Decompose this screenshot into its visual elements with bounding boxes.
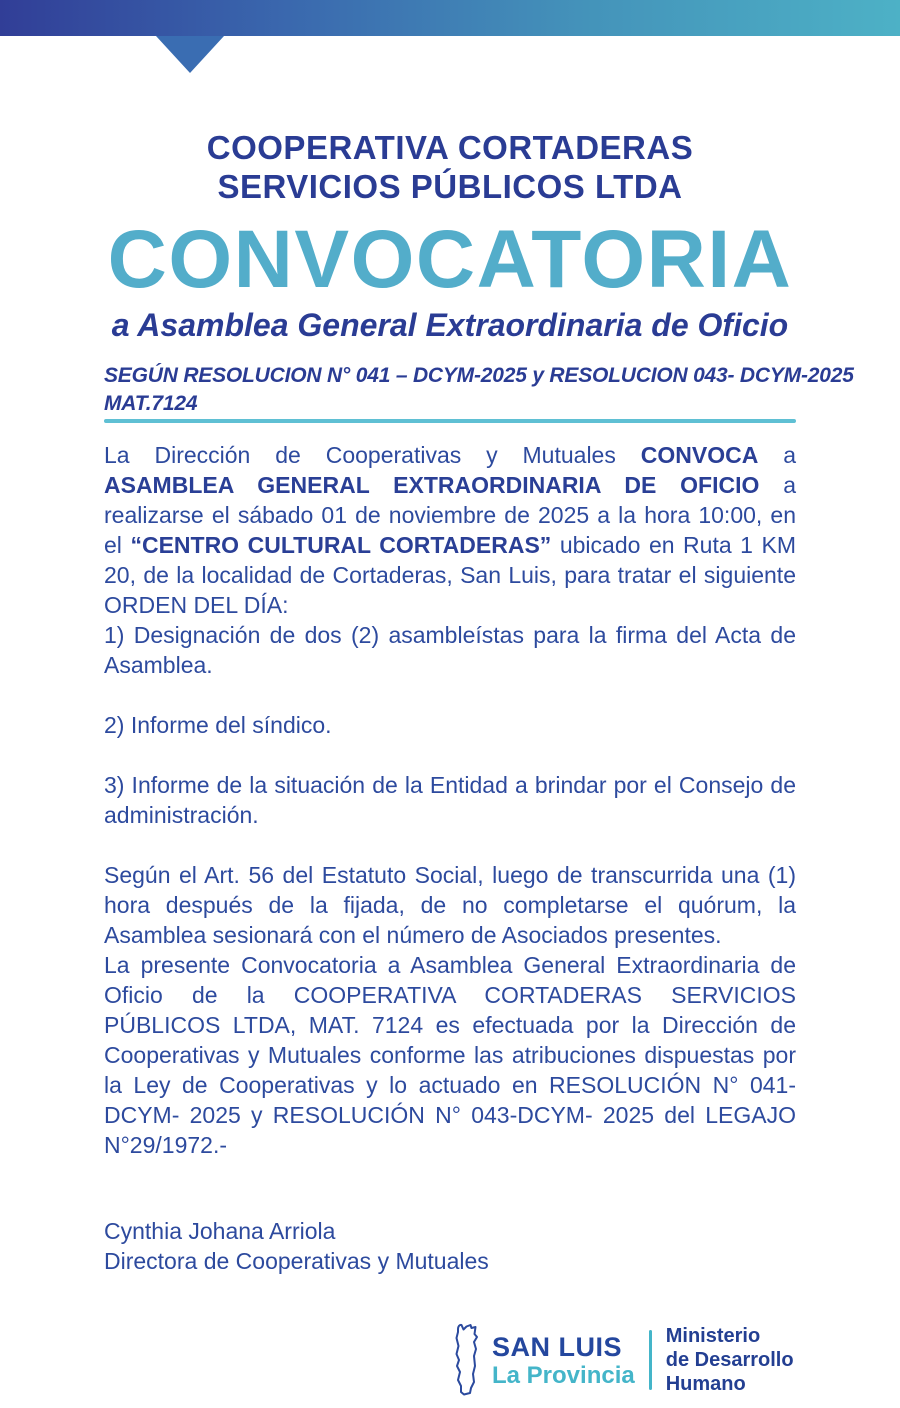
org-title [0,128,900,206]
quorum-paragraph: Según el Art. 56 del Estatuto Social, luego de transcurrida una (1) hora después de la fijada, de no completarse el quórum, la Asamblea sesionará con el número de Asociados presentes. [104,862,796,948]
ministry-wordmark [666,1324,794,1396]
ministry-line1: Ministerio [665,1325,761,1347]
agenda-item-3: 3) Informe de la situación de la Entidad a brindar por el Consejo de administración. [104,772,796,828]
ribbon-triangle-icon [156,36,224,73]
body-content [104,440,796,1276]
ministry-line3: Humano [665,1373,746,1395]
signature-block [104,1216,796,1276]
intro-paragraph: La Dirección de Cooperativas y Mutuales CONVOCA a ASAMBLEA GENERAL EXTRAORDINARIA DE OFICIO a realizarse el sábado 01 de noviembre de 2025 a la hora 10:00, en el “CENTRO CULTURAL CORTADERAS” ubicado en Ruta 1 KM 20, de la localidad de Cortaderas, San Luis, para tratar el siguiente ORDEN DEL DÍA: [104,442,797,618]
header-gradient-bar [0,0,900,36]
footer-logo-group [450,1322,794,1398]
province-tagline: La Provincia [492,1361,635,1389]
page-title: CONVOCATORIA [107,214,793,305]
page-subtitle: a Asamblea General Extraordinaria de Oficio [111,307,789,343]
org-title-line2: SERVICIOS PÚBLICOS LTDA [217,168,683,205]
signature-name: Cynthia Johana Arriola [104,1218,336,1244]
province-wordmark [492,1332,635,1389]
agenda-item-2: 2) Informe del síndico. [104,712,332,738]
agenda-item-1: 1) Designación de dos (2) asambleístas para la firma del Acta de Asamblea. [104,622,796,678]
org-title-line1: COOPERATIVA CORTADERAS [206,129,694,166]
closing-paragraph: La presente Convocatoria a Asamblea General Extraordinaria de Oficio de la COOPERATIVA CORTADERAS SERVICIOS PÚBLICOS LTDA, MAT. 7124 es efectuada por la Dirección de Cooperativas y Mutuales conforme las atribuciones dispuestas por la Ley de Cooperativas y lo actuado en RESOLUCIÓN N° 041-DCYM- 2025 y RESOLUCIÓN N° 043-DCYM- 2025 del LEGAJO N°29/1972.- [104,952,796,1158]
resolution-line1: SEGÚN RESOLUCION N° 041 – DCYM-2025 y RESOLUCION 043- DCYM-2025 [104,364,854,387]
resolution-line2: MAT.7124 [104,392,198,415]
body-paragraphs [104,440,796,1160]
province-name: SAN LUIS [492,1331,623,1362]
signature-role: Directora de Cooperativas y Mutuales [104,1248,489,1274]
resolution-reference [104,362,854,418]
san-luis-province-outline-icon [450,1322,480,1398]
ministry-line2: de Desarrollo [665,1349,794,1371]
footer-divider [649,1330,652,1390]
teal-divider-rule [104,419,796,423]
